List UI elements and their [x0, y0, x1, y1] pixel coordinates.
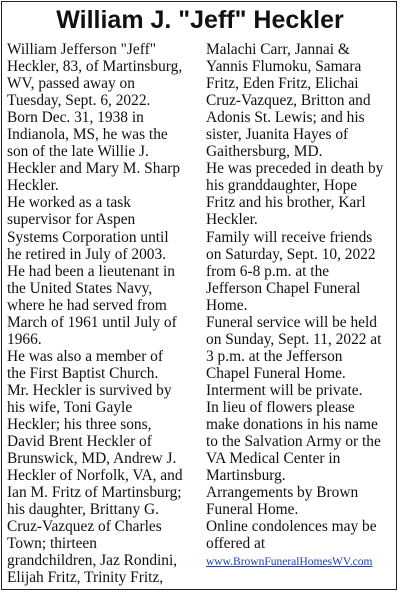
left-column-line: where he had served from	[7, 296, 167, 314]
right-column-line: Adonis St. Lewis; and his	[206, 109, 365, 127]
left-column-line: the First Baptist Church.	[7, 364, 159, 382]
left-column-line: Born Dec. 31, 1938 in	[7, 109, 144, 127]
right-column-line: from 6-8 p.m. at the	[206, 262, 330, 280]
right-column-line: Heckler.	[206, 211, 258, 229]
right-column-line: sister, Juanita Hayes of	[206, 126, 349, 144]
left-column-line: 1966.	[7, 330, 42, 348]
left-column-line: Tuesday, Sept. 6, 2022.	[7, 92, 151, 110]
right-column-line: Fritz, Eden Fritz, Elichai	[206, 75, 359, 93]
right-column-line: on Sunday, Sept. 11, 2022 at	[206, 330, 382, 348]
left-column-line: Heckler; his three sons,	[7, 416, 152, 434]
left-column-line: his daughter, Brittany G.	[7, 501, 159, 519]
right-column-line: Yannis Flumoku, Samara	[206, 58, 362, 76]
right-column-line: to the Salvation Army or the	[206, 433, 381, 451]
left-text-column	[7, 41, 197, 587]
right-column-line: his granddaughter, Hope	[206, 177, 358, 195]
right-column-line: In lieu of flowers please	[206, 398, 355, 416]
left-column-line: Cruz-Vazquez of Charles	[7, 518, 162, 536]
right-column-line: Funeral service will be held	[206, 313, 377, 331]
left-column-line: Ian M. Fritz of Martinsburg;	[7, 484, 182, 502]
right-text-column	[206, 41, 396, 569]
right-column-line: Fritz and his brother, Karl	[206, 194, 366, 212]
left-column-line: He was also a member of	[7, 347, 163, 365]
right-column-line: on Saturday, Sept. 10, 2022	[206, 245, 376, 263]
left-column-line: grandchildren, Jaz Rondini,	[7, 552, 178, 570]
right-column-line: Cruz-Vazquez, Britton and	[206, 92, 371, 110]
left-column-line: Heckler, 83, of Martinsburg,	[7, 58, 183, 76]
right-column-lines	[206, 41, 396, 552]
right-column-line: 3 p.m. at the Jefferson	[206, 347, 343, 365]
right-column-line: Funeral Home.	[206, 501, 299, 519]
obituary-frame	[1, 1, 397, 590]
right-column-line: Martinsburg.	[206, 467, 286, 485]
left-column-line: He worked as a task	[7, 194, 131, 212]
right-column-line: Jefferson Chapel Funeral	[206, 279, 361, 297]
right-column-line: Arrangements by Brown	[206, 484, 359, 502]
left-column-line: Heckler.	[7, 177, 59, 195]
left-column-line: son of the late Willie J.	[7, 143, 149, 161]
right-column-line: Family will receive friends	[206, 228, 373, 246]
right-column-line: VA Medical Center in	[206, 450, 341, 468]
right-column-line: He was preceded in death by	[206, 160, 384, 178]
right-column-line: make donations in his name	[206, 416, 378, 434]
left-column-line: WV, passed away on	[7, 75, 135, 93]
left-column-line: his wife, Toni Gayle	[7, 398, 133, 416]
left-column-line: Indianola, MS, he was the	[7, 126, 168, 144]
left-column-line: He had been a lieutenant in	[7, 262, 175, 280]
right-column-line: offered at	[206, 535, 266, 553]
left-column-line: Brunswick, MD, Andrew J.	[7, 450, 177, 468]
right-column-line: Online condolences may be	[206, 518, 377, 536]
funeral-home-website-link[interactable]: www.BrownFuneralHomesWV.com	[206, 556, 373, 569]
left-column-line: he retired in July of 2003.	[7, 245, 167, 263]
left-column-line: the United States Navy,	[7, 279, 153, 297]
right-column-line: Chapel Funeral Home.	[206, 364, 346, 382]
left-column-line: Heckler of Norfolk, VA, and	[7, 467, 183, 485]
left-column-line: David Brent Heckler of	[7, 433, 152, 451]
left-column-line: March of 1961 until July of	[7, 313, 177, 331]
left-column-line: Mr. Heckler is survived by	[7, 381, 172, 399]
right-column-line: Home.	[206, 296, 248, 314]
right-column-line: Interment will be private.	[206, 381, 363, 399]
left-column-line: Town; thirteen	[7, 535, 97, 553]
right-column-line: Gaithersburg, MD.	[206, 143, 323, 161]
left-column-line: William Jefferson "Jeff"	[7, 41, 156, 58]
obituary-headline: William J. "Jeff" Heckler	[56, 6, 344, 34]
left-column-line: supervisor for Aspen	[7, 211, 136, 229]
right-column-line: Malachi Carr, Jannai &	[206, 41, 350, 58]
left-column-line: Heckler and Mary M. Sharp	[7, 160, 181, 178]
left-column-line: Systems Corporation until	[7, 228, 169, 246]
left-column-line: Elijah Fritz, Trinity Fritz,	[7, 569, 164, 587]
